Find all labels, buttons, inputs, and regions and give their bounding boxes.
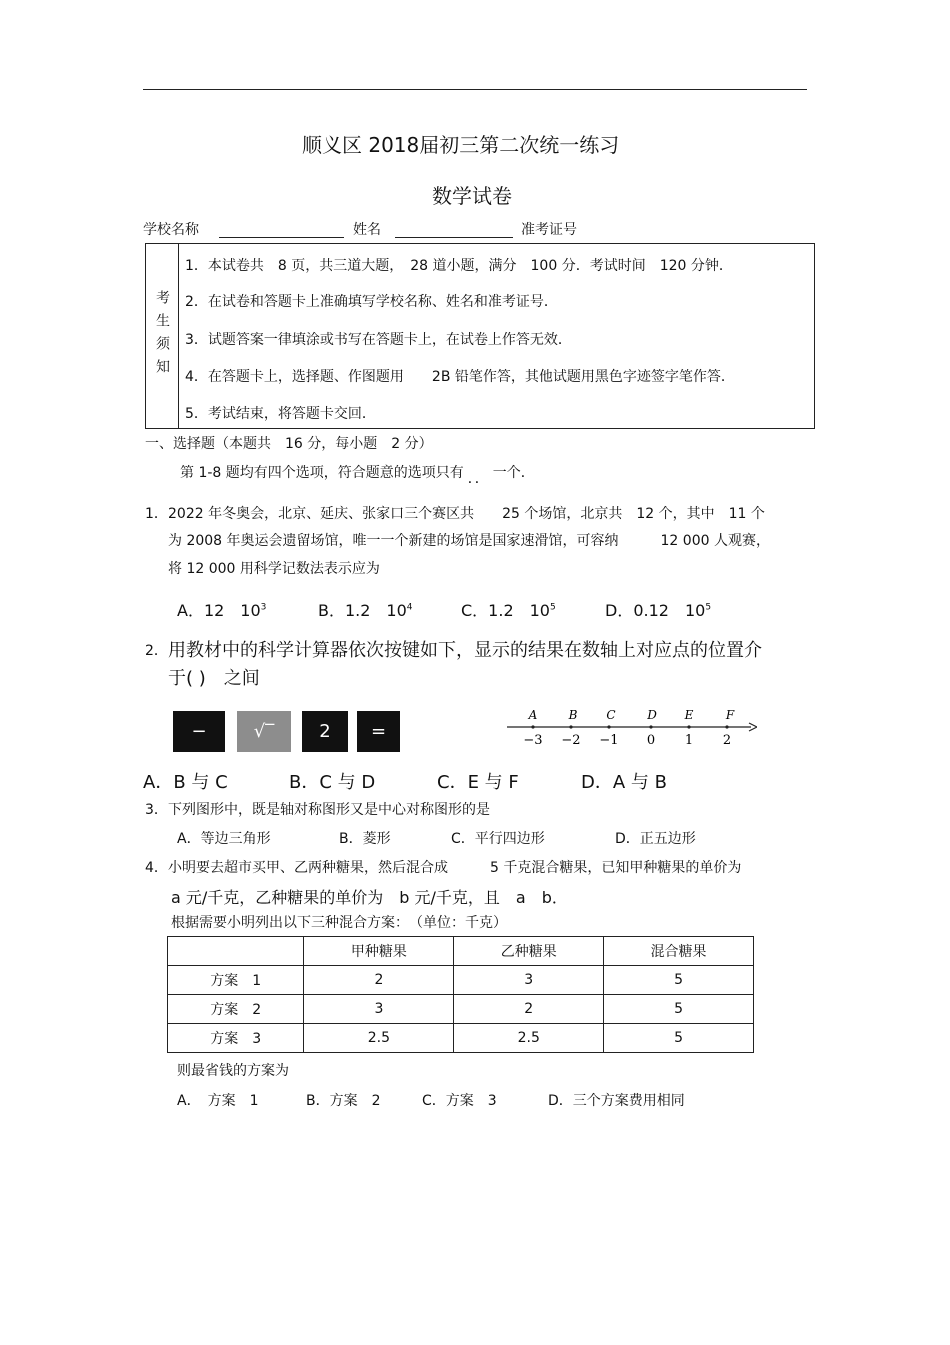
q4-question: 则最省钱的方案为 — [177, 1063, 289, 1079]
page-subtitle: 数学试卷 — [432, 184, 512, 208]
table-row — [168, 966, 754, 995]
q2-option-c[interactable]: C．E 与 F — [437, 772, 519, 793]
table-cell: 2 — [454, 995, 604, 1024]
svg-text:D: D — [647, 708, 657, 722]
section1-instruction: 第 1-8 题均有四个选项，符合题意的选项只有 ．． 一个． — [180, 465, 535, 487]
svg-text:−2: −2 — [561, 733, 581, 748]
q3-option-a[interactable]: A．等边三角形 — [177, 831, 271, 847]
table-header-cell: 甲种糖果 — [304, 937, 454, 966]
q3-option-c[interactable]: C．平行四边形 — [451, 831, 545, 847]
q4-option-b[interactable]: B．方案 2 — [306, 1093, 381, 1109]
notice-item-2: 2．在试卷和答题卡上准确填写学校名称、姓名和准考证号． — [185, 294, 558, 310]
svg-text:B: B — [568, 708, 578, 722]
table-header-row — [168, 937, 754, 966]
section1-heading: 一、选择题（本题共 16 分，每小题 2 分） — [145, 436, 433, 452]
q3-option-b[interactable]: B．菱形 — [339, 831, 391, 847]
table-cell: 5 — [604, 1024, 754, 1053]
number-line-point-c — [599, 708, 618, 748]
mix-plan-table — [167, 936, 754, 1053]
table-cell: 3 — [454, 966, 604, 995]
q1-option-b[interactable]: B．1.2 $10^4$ — [318, 601, 413, 620]
name-field[interactable] — [395, 237, 513, 238]
table-cell: 2.5 — [304, 1024, 454, 1053]
svg-text:E: E — [684, 708, 694, 722]
svg-text:F: F — [725, 708, 735, 722]
svg-text:−3: −3 — [523, 733, 543, 748]
q2-number: 2． — [145, 643, 168, 659]
q4-option-a[interactable]: A． 方案 1 — [177, 1093, 259, 1109]
svg-text:−1: −1 — [599, 733, 619, 748]
q1-option-d[interactable]: D．0.12 $10^5$ — [605, 601, 712, 620]
svg-text:A: A — [528, 708, 538, 722]
table-cell: 2 — [304, 966, 454, 995]
svg-text:C: C — [606, 708, 616, 722]
q4-line3: 根据需要小明列出以下三种混合方案： （单位：千克） — [171, 915, 507, 931]
table-cell: 方案 2 — [168, 995, 304, 1024]
equals-key: = — [357, 711, 400, 752]
notice-box — [145, 243, 815, 429]
q3-number: 3． — [145, 802, 168, 818]
table-row — [168, 995, 754, 1024]
q1-option-c[interactable]: C．1.2 $10^5$ — [461, 601, 556, 620]
q1-line2: 为 2008 年奥运会遗留场馆，唯一一个新建的场馆是国家速滑馆，可容纳 12 000 人观赛， — [168, 533, 770, 549]
q1-line3: 将 12 000 用科学记数法表示应为 — [168, 561, 380, 577]
table-cell: 5 — [604, 966, 754, 995]
q3-text: 下列图形中，既是轴对称图形又是中心对称图形的是 — [168, 802, 490, 818]
svg-text:0: 0 — [646, 733, 656, 748]
q2-option-a[interactable]: A．B 与 C — [143, 772, 228, 793]
number-line-point-a — [523, 708, 542, 748]
svg-text:1: 1 — [684, 733, 694, 748]
table-cell: 方案 3 — [168, 1024, 304, 1053]
table-header-cell: 混合糖果 — [604, 937, 754, 966]
q1-line1: 2022 年冬奥会，北京、延庆、张家口三个赛区共 25 个场馆，北京共 12 个，其中 11 个 — [168, 506, 765, 522]
table-header-cell: 乙种糖果 — [454, 937, 604, 966]
q1-option-a[interactable]: A．12 $10^3$ — [177, 601, 267, 620]
q2-line2: 于( ) 之间 — [168, 668, 260, 689]
q4-line1: 小明要去超市买甲、乙两种糖果，然后混合成 5 千克混合糖果，已知甲种糖果的单价为 — [168, 860, 742, 876]
q4-option-c[interactable]: C．方案 3 — [422, 1093, 497, 1109]
table-cell: 2.5 — [454, 1024, 604, 1053]
school-label: 学校名称 — [143, 222, 199, 238]
notice-heading: 考生须知 — [146, 244, 179, 428]
q4-number: 4． — [145, 860, 168, 876]
q4-line2: a 元/千克，乙种糖果的单价为 b 元/千克，且 a b． — [171, 888, 568, 907]
table-cell: 方案 1 — [168, 966, 304, 995]
table-header-cell — [168, 937, 304, 966]
q2-option-d[interactable]: D．A 与 B — [581, 772, 667, 793]
calculator-keys — [173, 711, 400, 752]
table-row — [168, 1024, 754, 1053]
svg-text:2: 2 — [722, 733, 732, 748]
exam-id-label: 准考证号 — [521, 222, 577, 238]
top-rule — [143, 89, 807, 90]
notice-item-1: 1．本试卷共 8 页，共三道大题， 28 道小题，满分 100 分．考试时间 120 分钟． — [185, 258, 733, 274]
number-line-point-b — [561, 708, 580, 748]
number-line-point-e — [684, 708, 694, 748]
q3-option-d[interactable]: D．正五边形 — [615, 831, 696, 847]
number-line-point-d — [646, 708, 657, 748]
minus-key: − — [173, 711, 225, 752]
page-title: 顺义区 2018届初三第二次统一练习 — [302, 133, 620, 157]
sqrt-key: √‾ — [237, 711, 291, 752]
school-field[interactable] — [219, 237, 344, 238]
q4-option-d[interactable]: D．三个方案费用相同 — [548, 1093, 685, 1109]
q2-line1: 用教材中的科学计算器依次按键如下，显示的结果在数轴上对应点的位置介 — [168, 640, 762, 661]
notice-item-5: 5．考试结束，将答题卡交回． — [185, 406, 376, 422]
name-label: 姓名 — [353, 222, 381, 238]
two-key: 2 — [302, 711, 348, 752]
notice-item-4: 4．在答题卡上，选择题、作图题用 2B 铅笔作答，其他试题用黑色字迹签字笔作答． — [185, 369, 735, 385]
q2-option-b[interactable]: B．C 与 D — [289, 772, 376, 793]
number-line-point-f — [723, 708, 735, 748]
notice-item-3: 3．试题答案一律填涂或书写在答题卡上，在试卷上作答无效． — [185, 332, 572, 348]
table-cell: 5 — [604, 995, 754, 1024]
table-cell: 3 — [304, 995, 454, 1024]
q1-number: 1． — [145, 506, 168, 522]
number-line — [505, 704, 757, 754]
